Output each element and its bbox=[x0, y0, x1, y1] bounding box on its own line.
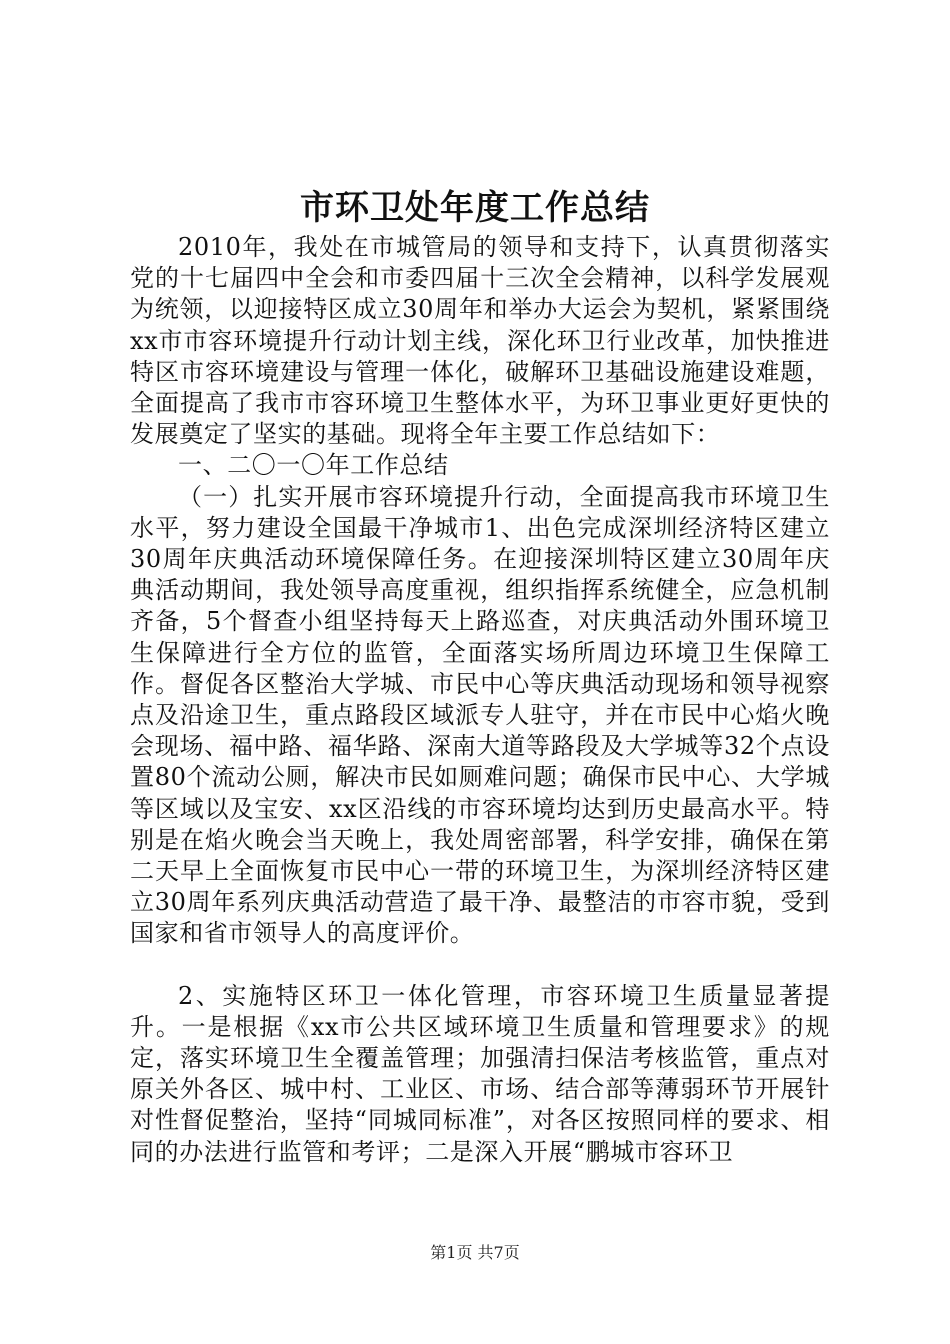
paragraph-intro: 2010年，我处在市城管局的领导和支持下，认真贯彻落实党的十七届四中全会和市委四届十三次全会精神，以科学发展观为统领，以迎接特区成立30周年和举办大运会为契机，紧紧围绕xx市市容环境提升行动计划主线，深化环卫行业改革，加快推进特区市容环境建设与管理一体化，破解环卫基础设施建设难题，全面提高了我市市容环境卫生整体水平，为环卫事业更好更快的发展奠定了坚实的基础。现将全年主要工作总结如下： bbox=[130, 233, 830, 449]
paragraph-spacer bbox=[130, 950, 830, 981]
document-title: 市环卫处年度工作总结 bbox=[300, 188, 650, 228]
section-heading: 一、二〇一〇年工作总结 bbox=[178, 451, 449, 480]
paragraph-section-2: 2、实施特区环卫一体化管理，市容环境卫生质量显著提升。一是根据《xx市公共区域环境卫生质量和管理要求》的规定，落实环境卫生全覆盖管理；加强清扫保洁考核监管，重点对原关外各区、城中村、工业区、市场、结合部等薄弱环节开展针对性督促整治，坚持“同城同标准”，对各区按照同样的要求、相同的办法进行监管和考评；二是深入开展“鹏城市容环卫 bbox=[130, 981, 830, 1166]
paragraph-section-1: （一）扎实开展市容环境提升行动，全面提高我市环境卫生水平，努力建设全国最干净城市1、出色完成深圳经济特区建立30周年庆典活动环境保障任务。在迎接深圳特区建立30周年庆典活动期间，我处领导高度重视，组织指挥系统健全，应急机制齐备，5个督查小组坚持每天上路巡查，对庆典活动外围环境卫生保障进行全方位的监管，全面落实场所周边环境卫生保障工作。督促各区整治大学城、市民中心等庆典活动现场和领导视察点及沿途卫生，重点路段区域派专人驻守，并在市民中心焰火晚会现场、福中路、福华路、深南大道等路段及大学城等32个点设置80个流动公厕，解决市民如厕难问题；确保市民中心、大学城等区域以及宝安、xx区沿线的市容环境均达到历史最高水平。特别是在焰火晚会当天晚上，我处周密部署，科学安排，确保在第二天早上全面恢复市民中心一带的环境卫生，为深圳经济特区建立30周年系列庆典活动营造了最干净、最整洁的市容市貌，受到国家和省市领导人的高度评价。 bbox=[130, 482, 830, 948]
page-number: 第1页 共7页 bbox=[430, 1243, 520, 1262]
document-body bbox=[130, 232, 830, 1168]
